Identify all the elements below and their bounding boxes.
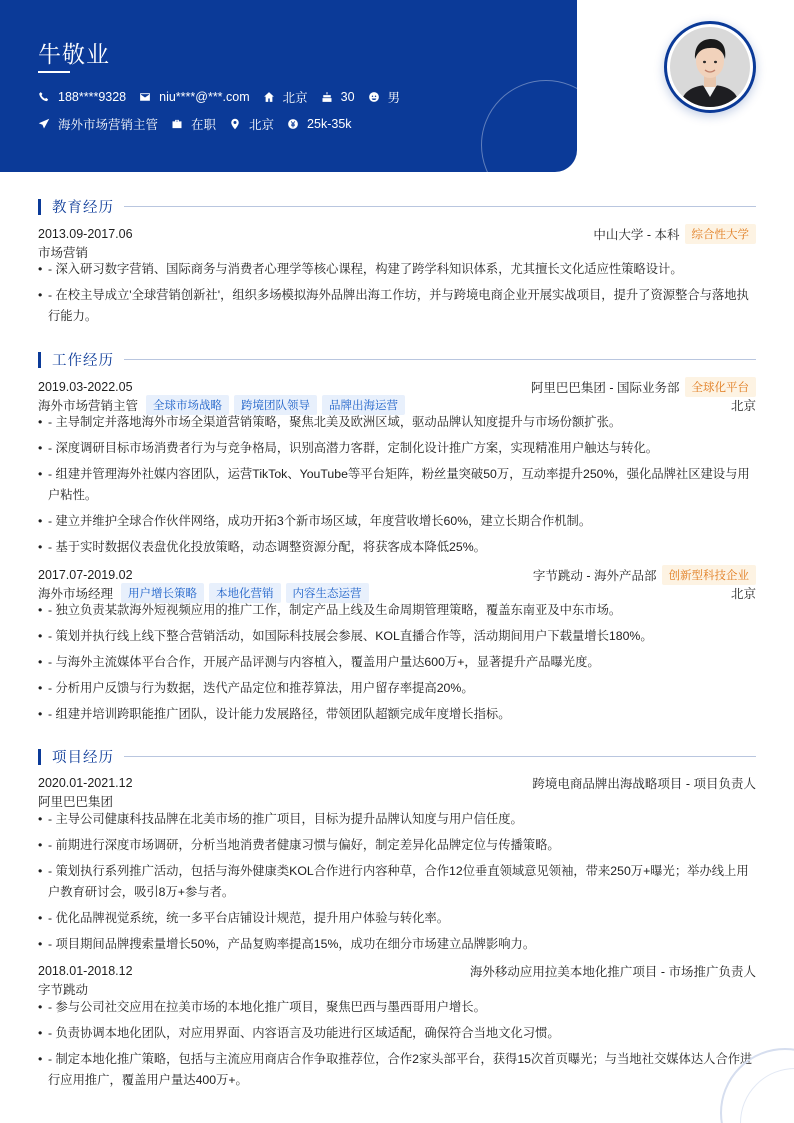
list-item: • - 参与公司社交应用在拉美市场的本地化推广项目，聚焦巴西与墨西哥用户增长。 xyxy=(38,997,756,1018)
project-org: 阿里巴巴集团 xyxy=(38,795,114,809)
intention-row xyxy=(38,115,365,133)
work-company: 字节跳动 - 海外产品部 xyxy=(532,569,657,583)
list-item: • - 组建并管理海外社媒内容团队，运营TikTok、YouTube等平台矩阵，粉丝量突破50万，互动率提升250%，强化品牌社区建设与用户粘性。 xyxy=(38,464,756,506)
phone-icon xyxy=(38,91,50,103)
list-item: • - 组建并培训跨职能推广团队，设计能力发展路径，带领团队超额完成年度增长指标。 xyxy=(38,704,756,725)
work-company: 阿里巴巴集团 - 国际业务部 xyxy=(530,381,680,395)
list-item: • - 与海外主流媒体平台合作，开展产品评测与内容植入，覆盖用户量达600万+，显著提升产品曝光度。 xyxy=(38,652,756,673)
section-marker xyxy=(38,199,41,215)
project-name-role: 跨境电商品牌出海战略项目 - 项目负责人 xyxy=(532,777,756,791)
edu-period: 2013.09-2017.06 xyxy=(38,227,133,241)
list-item: • - 负责协调本地化团队，对应用界面、内容语言及功能进行区域适配，确保符合当地文化习惯。 xyxy=(38,1023,756,1044)
salary-text: 25k-35k xyxy=(307,117,352,131)
list-item: • - 建立并维护全球合作伙伴网络，成功开拓3个新市场区域，年度营收增长60%，建立长期合作机制。 xyxy=(38,511,756,532)
project-item-1-header xyxy=(38,774,756,792)
project-item-2-header xyxy=(38,962,756,980)
work-item-1-header xyxy=(38,377,756,397)
status-text: 在职 xyxy=(191,118,217,132)
section-heading: 工作经历 xyxy=(52,353,114,369)
list-item: • - 主导公司健康科技品牌在北美市场的推广项目，目标为提升品牌认知度与用户信任度。 xyxy=(38,809,756,830)
resume-header xyxy=(0,0,577,172)
skill-tag: 跨境团队领导 xyxy=(234,395,317,415)
work-role: 海外市场营销主管 xyxy=(38,399,139,413)
list-item: • - 项目期间品牌搜索量增长50%，产品复购率提高15%，成功在细分市场建立品牌影响力。 xyxy=(38,934,756,955)
list-item: • - 前期进行深度市场调研，分析当地消费者健康习惯与偏好，制定差异化品牌定位与传播策略。 xyxy=(38,835,756,856)
list-item: • - 深入研习数字营销、国际商务与消费者心理学等核心课程，构建了跨学科知识体系，尤其擅长文化适应性策略设计。 xyxy=(38,259,756,280)
edu-school-tag: 综合性大学 xyxy=(685,224,757,244)
list-item: • - 策划并执行线上线下整合营销活动，如国际科技展会参展、KOL直播合作等，活动期间用户下载量增长180%。 xyxy=(38,626,756,647)
header-decoration xyxy=(481,80,577,172)
section-marker xyxy=(38,352,41,368)
project-item-2-bullets xyxy=(38,997,756,1096)
work-location: 北京 xyxy=(730,399,756,413)
list-item: • - 优化品牌视觉系统，统一多平台店铺设计规范，提升用户体验与转化率。 xyxy=(38,908,756,929)
email-info xyxy=(139,90,250,104)
gender-info xyxy=(368,88,401,106)
location-pin-icon xyxy=(229,118,241,130)
edu-school: 中山大学 - 本科 xyxy=(593,228,680,242)
list-item: • - 在校主导成立'全球营销创新社'，组织多场模拟海外品牌出海工作坊，并与跨境电商企业开展实战项目，提升了资源整合与落地执行能力。 xyxy=(38,285,756,327)
mail-icon xyxy=(139,91,151,103)
phone-info xyxy=(38,90,126,104)
list-item: • - 制定本地化推广策略，包括与主流应用商店合作争取推荐位，合作2家头部平台，获得15次首页曝光；与当地社交媒体达人合作进行应用推广，覆盖用户量达400万+。 xyxy=(38,1049,756,1091)
work-item-1-bullets xyxy=(38,412,756,563)
cake-icon xyxy=(321,91,333,103)
avatar xyxy=(664,21,756,113)
projects-section-title xyxy=(38,746,756,767)
project-item-1-org-row xyxy=(38,792,756,810)
candidate-name: 牛敬业 xyxy=(38,41,110,67)
home-icon xyxy=(263,91,275,103)
section-divider xyxy=(124,206,756,207)
city-info xyxy=(263,88,308,106)
section-heading: 教育经历 xyxy=(52,200,114,216)
list-item: • - 基于实时数据仪表盘优化投放策略，动态调整资源分配，将获客成本降低25%。 xyxy=(38,537,756,558)
skill-tag: 用户增长策略 xyxy=(121,583,204,603)
list-item: • - 深度调研目标市场消费者行为与竞争格局，识别高潜力客群，定制化设计推广方案，实现精准用户触达与转化。 xyxy=(38,438,756,459)
age-info xyxy=(321,90,355,104)
city-text: 北京 xyxy=(282,91,308,105)
project-org: 字节跳动 xyxy=(38,983,89,997)
list-item: • - 独立负责某款海外短视频应用的推广工作，制定产品上线及生命周期管理策略，覆盖东南亚及中东市场。 xyxy=(38,600,756,621)
work-item-2-bullets xyxy=(38,600,756,730)
list-item: • - 策划执行系列推广活动，包括与海外健康类KOL合作进行内容种草，合作12位垂直领域意见领袖，带来250万+曝光；举办线上用户教育研讨会，吸引8万+参与者。 xyxy=(38,861,756,903)
work-section-title xyxy=(38,349,756,370)
section-marker xyxy=(38,749,41,765)
education-section-title xyxy=(38,196,756,217)
work-period: 2017.07-2019.02 xyxy=(38,568,133,582)
skill-tag: 全球市场战略 xyxy=(146,395,229,415)
age-text: 30 xyxy=(340,90,355,104)
project-period: 2018.01-2018.12 xyxy=(38,964,133,978)
skill-tag: 本地化营销 xyxy=(209,583,281,603)
avatar-portrait xyxy=(670,27,750,107)
email-text: niu****@***.com xyxy=(159,90,250,104)
edu-major: 市场营销 xyxy=(38,246,89,260)
section-divider xyxy=(124,359,756,360)
work-role: 海外市场经理 xyxy=(38,587,114,601)
briefcase-icon xyxy=(171,118,183,130)
skill-tag: 品牌出海运营 xyxy=(322,395,405,415)
section-heading: 项目经历 xyxy=(52,750,114,766)
target-city-text: 北京 xyxy=(249,118,275,132)
target-role-info xyxy=(38,115,158,133)
skill-tag: 内容生态运营 xyxy=(286,583,369,603)
section-divider xyxy=(124,756,756,757)
project-period: 2020.01-2021.12 xyxy=(38,776,133,790)
list-item: • - 分析用户反馈与行为数据，迭代产品定位和推荐算法，用户留存率提高20%。 xyxy=(38,678,756,699)
work-company-tag: 全球化平台 xyxy=(685,377,757,397)
status-info xyxy=(171,115,216,133)
list-item: • - 主导制定并落地海外市场全渠道营销策略，聚焦北美及欧洲区域，驱动品牌认知度提升与市场份额扩张。 xyxy=(38,412,756,433)
work-item-2-header xyxy=(38,565,756,585)
project-name-role: 海外移动应用拉美本地化推广项目 - 市场推广负责人 xyxy=(469,965,756,979)
gender-icon xyxy=(368,91,380,103)
work-company-tag: 创新型科技企业 xyxy=(662,565,757,585)
project-item-1-bullets xyxy=(38,809,756,960)
salary-info xyxy=(287,117,351,131)
work-location: 北京 xyxy=(730,587,756,601)
contact-row xyxy=(38,88,413,106)
project-item-2-org-row xyxy=(38,980,756,998)
name-underline xyxy=(38,71,70,73)
money-icon xyxy=(287,118,299,130)
gender-text: 男 xyxy=(387,91,401,105)
send-icon xyxy=(38,118,50,130)
target-city-info xyxy=(229,115,274,133)
work-period: 2019.03-2022.05 xyxy=(38,380,133,394)
education-bullets xyxy=(38,259,756,332)
target-role-text: 海外市场营销主管 xyxy=(58,118,159,132)
phone-text: 188****9328 xyxy=(58,90,127,104)
education-item-header xyxy=(38,224,756,244)
